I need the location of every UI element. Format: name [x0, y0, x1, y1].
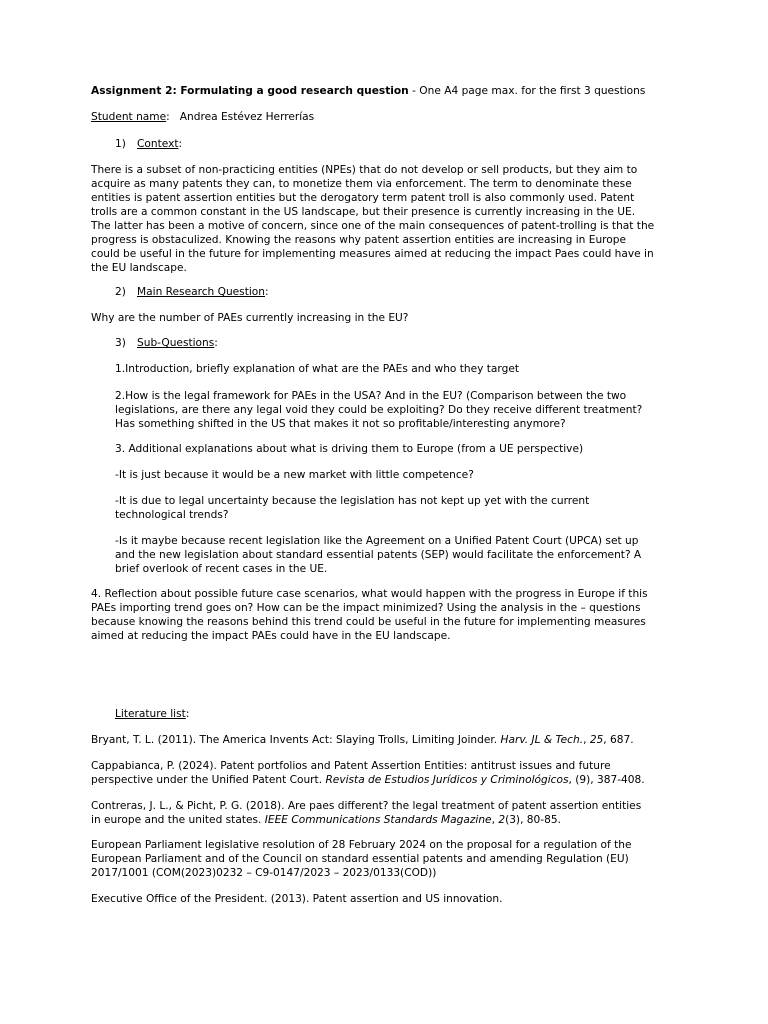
section-main-question-colon: :: [265, 286, 269, 298]
reference-text: European Parliament and of the Council on standard essential patents and amending Regulation (EU): [91, 853, 629, 865]
sub-question-line: aimed at reducing the impact PAEs could have in the EU landscape.: [91, 630, 451, 642]
reference-volume: 25: [589, 734, 604, 746]
reference-text: Contreras, J. L., & Picht, P. G. (2018). Are paes different? the legal treatment of patent assertion entities: [91, 800, 642, 812]
context-paragraph: [91, 163, 691, 275]
reference-volume: 2: [498, 814, 506, 826]
sub-question-3c: [115, 534, 695, 576]
section-sub-questions-colon: :: [214, 337, 218, 349]
sub-question-2: [115, 389, 695, 431]
sub-question-line: 3. Additional explanations about what is driving them to Europe (from a UE perspective): [115, 443, 584, 455]
reference-bryant: [91, 733, 634, 747]
section-sub-questions-label: Sub-Questions: [137, 337, 215, 349]
sub-question-1: [115, 362, 695, 376]
sub-question-4: [91, 587, 691, 643]
reference-journal: Harv. JL & Tech.: [500, 734, 584, 746]
reference-text: , 687.: [603, 734, 634, 746]
student-name-value: Andrea Estévez Herrerías: [179, 111, 315, 123]
reference-line-2: [91, 773, 691, 787]
sub-question-line: brief overlook of recent cases in the UE.: [115, 563, 328, 575]
context-line: the EU landscape.: [91, 262, 187, 274]
main-research-question: Why are the number of PAEs currently increasing in the EU?: [91, 312, 409, 324]
section-main-question-label: Main Research Question: [137, 286, 265, 298]
reference-european-parliament: [91, 838, 691, 880]
reference-text: ,: [583, 734, 590, 746]
reference-text: in europe and the united states.: [91, 814, 265, 826]
reference-journal: IEEE Communications Standards Magazine: [264, 814, 492, 826]
reference-text: Cappabianca, P. (2024). Patent portfolios and Patent Assertion Entities: antitrust issues and future: [91, 760, 611, 772]
sub-question-line: PAEs importing trend goes on? How can be the impact minimized? Using the analysis in the – questions: [91, 602, 641, 614]
sub-question-3b: [115, 494, 695, 522]
reference-contreras: [91, 799, 691, 827]
section-context-colon: :: [178, 138, 183, 150]
context-line: could be useful in the future for implementing measures aimed at reducing the impact Paes could have in: [91, 248, 654, 260]
sub-question-line: and the new legislation about standard essential patents (SEP) would facilitate the enforcement? A: [115, 549, 642, 561]
sub-question-line: Has something shifted in the US that makes it not so profitable/interesting anymore?: [115, 418, 566, 430]
assignment-heading: [91, 84, 645, 98]
sub-question-3: [115, 442, 695, 456]
sub-question-line: -Is it maybe because recent legislation like the Agreement on a Unified Patent Court (UPCA) set up: [115, 535, 639, 547]
reference-executive-office: Executive Office of the President. (2013). Patent assertion and US innovation.: [91, 893, 503, 905]
student-name-separator: :: [166, 111, 180, 123]
context-line: The latter has been a motive of concern, since one of the main consequences of patent-trolling is that the: [91, 220, 655, 232]
sub-question-line: because knowing the reasons behind this trend could be useful in the future for implementing measures: [91, 616, 646, 628]
reference-text: ,: [491, 814, 499, 826]
reference-cappabianca: [91, 759, 691, 787]
context-line: entities is patent assertion entities but the derogatory term patent troll is also commonly used. Patent: [91, 192, 635, 204]
literature-list-heading: [115, 707, 189, 721]
reference-text: 2017/1001 (COM(2023)0232 – C9-0147/2023 – 2023/0133(COD)): [91, 867, 437, 879]
reference-journal: Revista de Estudios Jurídicos y Criminológicos: [325, 774, 569, 786]
section-context-label: Context: [137, 138, 179, 150]
context-line: trolls are a common constant in the US landscape, but their presence is currently increasing in the UE.: [91, 206, 636, 218]
student-name-label: Student name: [91, 111, 167, 123]
section-context-number: 1): [115, 138, 126, 150]
sub-question-3a: [115, 468, 695, 482]
assignment-title: Assignment 2: Formulating a good research question: [91, 85, 409, 97]
section-main-question-heading: [115, 285, 269, 299]
section-main-question-number: 2): [115, 286, 126, 298]
sub-question-line: legislations, are there any legal void they could be exploiting? Do they receive different treatment?: [115, 404, 643, 416]
reference-text: Bryant, T. L. (2011). The America Invents Act: Slaying Trolls, Limiting Joinder.: [91, 734, 501, 746]
reference-text: (3), 80-85.: [505, 814, 561, 826]
reference-line-2: [91, 813, 691, 827]
reference-text: European Parliament legislative resolution of 28 February 2024 on the proposal for a regulation of the: [91, 839, 632, 851]
section-sub-questions-heading: [115, 336, 218, 350]
section-sub-questions-number: 3): [115, 337, 126, 349]
sub-question-line: 4. Reflection about possible future case scenarios, what would happen with the progress in Europe if this: [91, 588, 648, 600]
sub-question-line: 1.Introduction, briefly explanation of what are the PAEs and who they target: [115, 363, 519, 375]
student-name-row: [91, 110, 314, 124]
context-line: There is a subset of non-practicing entities (NPEs) that do not develop or sell products, but they aim to: [91, 164, 638, 176]
sub-question-line: -It is just because it would be a new market with little competence?: [115, 469, 474, 481]
assignment-subtitle: - One A4 page max. for the first 3 questions: [408, 85, 646, 97]
reference-text: , (9), 387-408.: [568, 774, 645, 786]
sub-question-line: 2.How is the legal framework for PAEs in the USA? And in the EU? (Comparison between the two: [115, 390, 627, 402]
sub-question-line: technological trends?: [115, 509, 229, 521]
context-line: acquire as many patents they can, to monetize them via enforcement. The term to denominate these: [91, 178, 632, 190]
literature-list-colon: :: [185, 708, 190, 720]
literature-list-label: Literature list: [115, 708, 186, 720]
reference-text: perspective under the Unified Patent Court.: [91, 774, 326, 786]
context-line: progress is obstaculized. Knowing the reasons why patent assertion entities are increasing in Europe: [91, 234, 626, 246]
section-context-heading: [115, 137, 182, 151]
sub-question-line: -It is due to legal uncertainty because the legislation has not kept up yet with the current: [115, 495, 590, 507]
